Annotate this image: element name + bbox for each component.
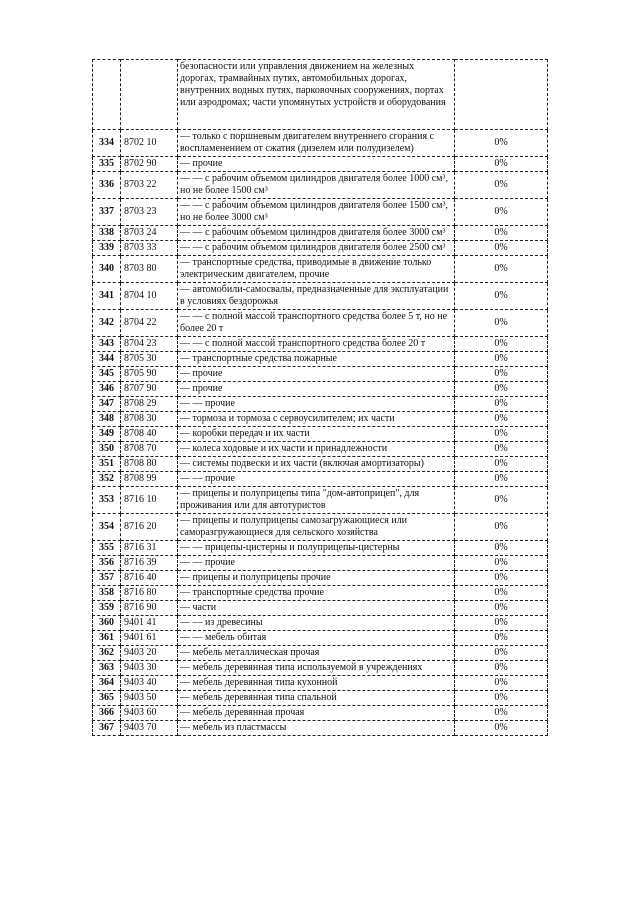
duty-rate: 0% [455, 541, 548, 556]
table-row [93, 367, 548, 382]
table-row [93, 487, 548, 514]
duty-rate: 0% [455, 514, 548, 541]
item-description: — прицепы и полуприцепы прочие [178, 571, 455, 586]
tnved-code: 9403 50 [121, 691, 178, 706]
tnved-code: 8705 30 [121, 352, 178, 367]
duty-rate: 0% [455, 442, 548, 457]
row-number: 349 [93, 427, 121, 442]
table-row [93, 337, 548, 352]
row-number: 345 [93, 367, 121, 382]
table-row [93, 514, 548, 541]
row-number: 343 [93, 337, 121, 352]
item-description: — автомобили-самосвалы, предназначенные для эксплуатации в условиях бездорожья [178, 283, 455, 310]
row-number: 354 [93, 514, 121, 541]
tnved-code: 9403 60 [121, 706, 178, 721]
item-description: — транспортные средства, приводимые в движение только электрическим двигателем, прочие [178, 256, 455, 283]
table-row [93, 601, 548, 616]
row-number: 352 [93, 472, 121, 487]
table-row [93, 556, 548, 571]
item-description: — только с поршневым двигателем внутреннего сгорания с воспламенением от сжатия (дизелем или полудизелем) [178, 130, 455, 157]
duty-rate: 0% [455, 427, 548, 442]
code-cell [121, 60, 178, 130]
tnved-code: 8703 23 [121, 199, 178, 226]
item-description: — — с рабочим объемом цилиндров двигателя более 1000 см³, но не более 1500 см³ [178, 172, 455, 199]
row-number: 337 [93, 199, 121, 226]
table-row [93, 241, 548, 256]
tnved-code: 9401 61 [121, 631, 178, 646]
item-description: — — прочие [178, 556, 455, 571]
tnved-code: 8704 23 [121, 337, 178, 352]
duty-rate: 0% [455, 661, 548, 676]
item-description: — мебель из пластмассы [178, 721, 455, 736]
duty-rate: 0% [455, 556, 548, 571]
tnved-code: 8702 10 [121, 130, 178, 157]
item-description: — колеса ходовые и их части и принадлежности [178, 442, 455, 457]
tnved-code: 8707 90 [121, 382, 178, 397]
item-description: — прочие [178, 157, 455, 172]
table-row [93, 382, 548, 397]
duty-rate: 0% [455, 616, 548, 631]
table-row [93, 157, 548, 172]
tariff-table-body [93, 60, 548, 736]
tnved-code: 8716 20 [121, 514, 178, 541]
table-row [93, 646, 548, 661]
row-number: 348 [93, 412, 121, 427]
table-row [93, 661, 548, 676]
row-number: 356 [93, 556, 121, 571]
row-number: 361 [93, 631, 121, 646]
duty-rate: 0% [455, 706, 548, 721]
item-description: — мебель деревянная типа спальной [178, 691, 455, 706]
tnved-code: 8708 80 [121, 457, 178, 472]
tnved-code: 8708 40 [121, 427, 178, 442]
row-number: 351 [93, 457, 121, 472]
row-number: 362 [93, 646, 121, 661]
continuation-row [93, 60, 548, 130]
duty-rate: 0% [455, 226, 548, 241]
table-row [93, 616, 548, 631]
row-number: 367 [93, 721, 121, 736]
row-number: 338 [93, 226, 121, 241]
item-description: — — с рабочим объемом цилиндров двигателя более 3000 см³ [178, 226, 455, 241]
row-number: 347 [93, 397, 121, 412]
tnved-code: 8708 70 [121, 442, 178, 457]
tnved-code: 9403 70 [121, 721, 178, 736]
row-number: 346 [93, 382, 121, 397]
tnved-code: 8703 80 [121, 256, 178, 283]
item-description: — мебель деревянная прочая [178, 706, 455, 721]
item-description: — прочие [178, 367, 455, 382]
duty-rate: 0% [455, 691, 548, 706]
table-row [93, 586, 548, 601]
continuation-description: безопасности или управления движением на железных дорогах, трамвайных путях, автомобильных дорогах, внутренних водных путях, парковочных сооружениях, портах или аэродромах; части упомянутых устройств и оборудования [178, 60, 455, 130]
row-number-cell [93, 60, 121, 130]
tariff-table [92, 59, 548, 736]
duty-rate: 0% [455, 199, 548, 226]
table-row [93, 412, 548, 427]
row-number: 336 [93, 172, 121, 199]
item-description: — — с полной массой транспортного средства более 20 т [178, 337, 455, 352]
item-description: — — с полной массой транспортного средства более 5 т, но не более 20 т [178, 310, 455, 337]
duty-rate: 0% [455, 457, 548, 472]
table-row [93, 571, 548, 586]
item-description: — прицепы и полуприцепы самозагружающиеся или саморазгружающиеся для сельского хозяйства [178, 514, 455, 541]
item-description: — тормоза и тормоза с сервоусилителем; их части [178, 412, 455, 427]
duty-rate: 0% [455, 172, 548, 199]
item-description: — части [178, 601, 455, 616]
row-number: 363 [93, 661, 121, 676]
table-row [93, 352, 548, 367]
duty-rate: 0% [455, 721, 548, 736]
duty-rate: 0% [455, 397, 548, 412]
item-description: — мебель деревянная типа кухонной [178, 676, 455, 691]
duty-rate: 0% [455, 586, 548, 601]
duty-rate: 0% [455, 256, 548, 283]
row-number: 350 [93, 442, 121, 457]
duty-rate: 0% [455, 310, 548, 337]
table-row [93, 457, 548, 472]
duty-rate: 0% [455, 382, 548, 397]
row-number: 341 [93, 283, 121, 310]
item-description: — — с рабочим объемом цилиндров двигателя более 1500 см³, но не более 3000 см³ [178, 199, 455, 226]
tnved-code: 9403 40 [121, 676, 178, 691]
item-description: — мебель металлическая прочая [178, 646, 455, 661]
table-row [93, 397, 548, 412]
tnved-code: 8703 24 [121, 226, 178, 241]
row-number: 335 [93, 157, 121, 172]
duty-rate: 0% [455, 130, 548, 157]
tnved-code: 9403 30 [121, 661, 178, 676]
tnved-code: 8716 40 [121, 571, 178, 586]
row-number: 364 [93, 676, 121, 691]
item-description: — коробки передач и их части [178, 427, 455, 442]
duty-rate: 0% [455, 241, 548, 256]
duty-rate: 0% [455, 283, 548, 310]
tnved-code: 9403 20 [121, 646, 178, 661]
duty-rate: 0% [455, 487, 548, 514]
item-description: — — с рабочим объемом цилиндров двигателя более 2500 см³ [178, 241, 455, 256]
duty-rate: 0% [455, 631, 548, 646]
tnved-code: 8716 90 [121, 601, 178, 616]
row-number: 360 [93, 616, 121, 631]
table-row [93, 442, 548, 457]
table-row [93, 310, 548, 337]
tnved-code: 8708 29 [121, 397, 178, 412]
item-description: — мебель деревянная типа используемой в учреждениях [178, 661, 455, 676]
tnved-code: 8704 10 [121, 283, 178, 310]
table-row [93, 199, 548, 226]
item-description: — — прицепы-цистерны и полуприцепы-цистерны [178, 541, 455, 556]
duty-rate: 0% [455, 352, 548, 367]
row-number: 344 [93, 352, 121, 367]
tnved-code: 8716 10 [121, 487, 178, 514]
table-row [93, 427, 548, 442]
duty-rate: 0% [455, 571, 548, 586]
row-number: 342 [93, 310, 121, 337]
rate-cell [455, 60, 548, 130]
row-number: 353 [93, 487, 121, 514]
item-description: — прицепы и полуприцепы типа "дом-автоприцеп", для проживания или для автотуристов [178, 487, 455, 514]
table-row [93, 631, 548, 646]
tnved-code: 8703 22 [121, 172, 178, 199]
duty-rate: 0% [455, 337, 548, 352]
tnved-code: 8705 90 [121, 367, 178, 382]
tnved-code: 8708 30 [121, 412, 178, 427]
item-description: — транспортные средства прочие [178, 586, 455, 601]
tnved-code: 8703 33 [121, 241, 178, 256]
table-row [93, 256, 548, 283]
row-number: 365 [93, 691, 121, 706]
table-row [93, 472, 548, 487]
duty-rate: 0% [455, 601, 548, 616]
item-description: — — прочие [178, 397, 455, 412]
duty-rate: 0% [455, 157, 548, 172]
duty-rate: 0% [455, 676, 548, 691]
item-description: — — мебель обитая [178, 631, 455, 646]
row-number: 358 [93, 586, 121, 601]
tnved-code: 8716 80 [121, 586, 178, 601]
duty-rate: 0% [455, 412, 548, 427]
table-row [93, 541, 548, 556]
row-number: 339 [93, 241, 121, 256]
row-number: 357 [93, 571, 121, 586]
table-row [93, 130, 548, 157]
duty-rate: 0% [455, 472, 548, 487]
table-row [93, 676, 548, 691]
tnved-code: 8708 99 [121, 472, 178, 487]
item-description: — транспортные средства пожарные [178, 352, 455, 367]
row-number: 334 [93, 130, 121, 157]
table-row [93, 172, 548, 199]
row-number: 366 [93, 706, 121, 721]
table-row [93, 721, 548, 736]
duty-rate: 0% [455, 367, 548, 382]
tnved-code: 8716 39 [121, 556, 178, 571]
tnved-code: 8704 22 [121, 310, 178, 337]
item-description: — — прочие [178, 472, 455, 487]
duty-rate: 0% [455, 646, 548, 661]
table-row [93, 691, 548, 706]
row-number: 359 [93, 601, 121, 616]
tnved-code: 8702 90 [121, 157, 178, 172]
tnved-code: 8716 31 [121, 541, 178, 556]
item-description: — системы подвески и их части (включая амортизаторы) [178, 457, 455, 472]
table-row [93, 283, 548, 310]
row-number: 355 [93, 541, 121, 556]
table-row [93, 706, 548, 721]
item-description: — прочие [178, 382, 455, 397]
tnved-code: 9401 41 [121, 616, 178, 631]
table-row [93, 226, 548, 241]
item-description: — — из древесины [178, 616, 455, 631]
row-number: 340 [93, 256, 121, 283]
